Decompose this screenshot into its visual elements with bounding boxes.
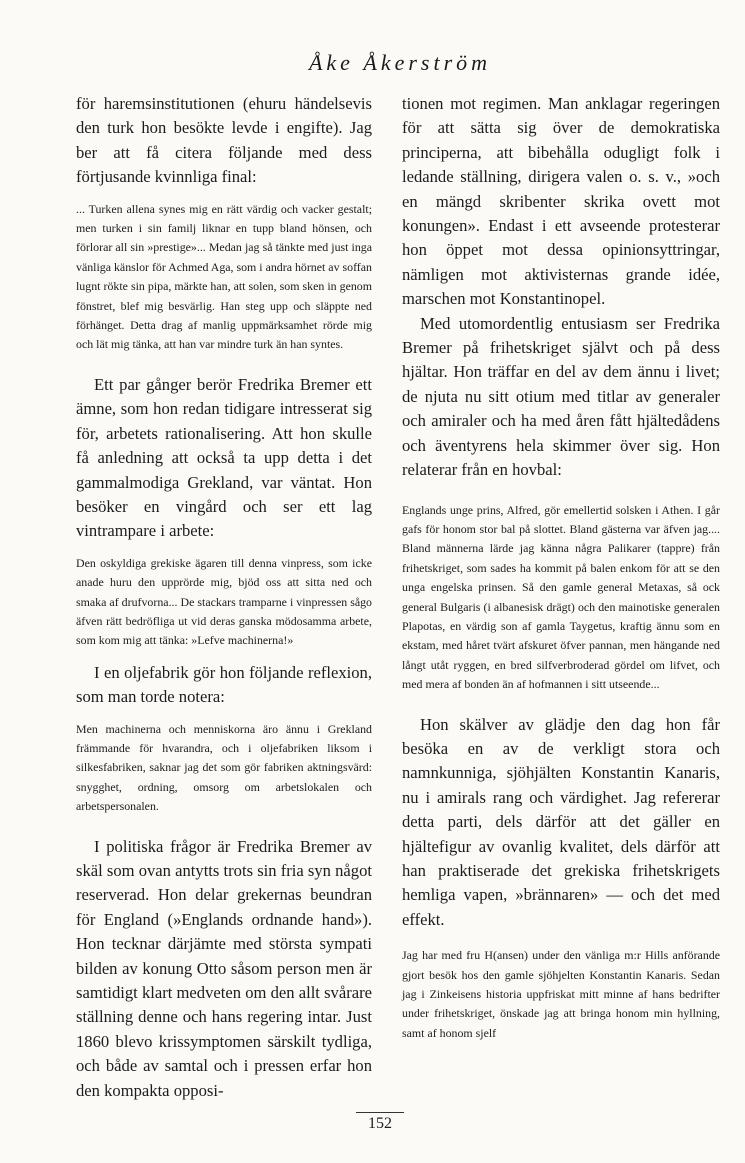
paragraph: för haremsinstitutionen (ehuru händelsevis den turk hon besökte levde i engifte). Jag ber att få citera följande med dess förtjusande kvinnliga final: (76, 94, 372, 187)
paragraph: Med utomordentlig entusiasm ser Fredrika Bremer på frihetskriget självt och på dess hjältar. Hon träffar en del av dem ännu i livet; de njuta nu sitt otium med titlar av generaler och amiraler och ha med åren fått hjältedådens och äventyrens hela skimmer över sig. Hon relaterar från en hovbal: (402, 313, 720, 480)
running-header: Åke Åkerström (308, 50, 492, 75)
paragraph: Hon skälver av glädje den dag hon får besöka en av de verkligt stora och namnkunniga, sjöhjälten Konstantin Kanaris, nu i amirals rang och värdighet. Jag refererar detta parti, dels därför att det gäller en hjältefigur av ovanlig kvalitet, dels därför att han praktiserade det grekiska frihetskrigets hemliga vapen, »brännaren» — och det med effekt. (402, 714, 720, 929)
paragraph: tionen mot regimen. Man anklagar regeringen för att sätta sig över de demokratiska principerna, att bibehålla odugligt folk i ledande ställning, dirigera valen o. s. v., »och en mängd skribenter skrika ovett mot konungen». Endast i ett avseende protesterar hon öppet mot dessa opinionsyttringar, nämligen mot aktivisternas grande idée, marschen mot Konstantinopel. (402, 94, 720, 309)
right-column (402, 92, 720, 1043)
block-quote: Den oskyldiga grekiske ägaren till denna vinpress, som icke anade huru den upprörde mig, bjöd oss att sitta ned och smaka af drufvorna... De stackars tramparne i vinpressen sågo äfven rätt bedröfliga ut vid deras ganska mödosamma arbete, som kom mig att tänka: »Lefve machinerna!» (76, 555, 372, 648)
block-quote: Men machinerna och menniskorna äro ännu i Grekland främmande för hvarandra, och i oljefabriken liksom i silkesfabriken, saknar jag det som gör fabriken aktningsvärd: snygghet, ordning, omsorg om arbetslokalen och arbetspersonalen. (76, 721, 372, 814)
left-column (76, 92, 372, 1103)
page-number: 152 (356, 1112, 404, 1133)
paragraph: Ett par gånger berör Fredrika Bremer ett ämne, som hon redan tidigare intresserat sig för, arbetets rationalisering. Att hon skulle få anledning att också ta upp detta i det gammalmodiga Grekland, var väntat. Hon besöker en vingård och ser ett lag vintrampare i arbete: (76, 374, 372, 541)
paragraph: I en oljefabrik gör hon följande reflexion, som man torde notera: (76, 662, 372, 707)
block-quote: Englands unge prins, Alfred, gör emellertid solsken i Athen. I går gafs för honom stor bal på slottet. Bland gästerna var äfven jag.... Bland männerna lärde jag känna några Palikarer (tappre) från frihetskriget, som sades ha kommit på balen enkom för att se den unga engelska prinsen. Så den gamle general Metaxas, så ock general Bulgaris (i albanesisk drägt) och den mainotiske generalen Plapotas, en värdig son af gamla Taygetus, kraftig ännu som en ekstam, med håret tvärt afskuret öfver pannan, men hängande ned långt utåt ryggen, en bred silfverbroderad gördel om lifvet, och med mera af bonden än af hofmannen i sitt utseende... (402, 502, 720, 692)
block-quote: Jag har med fru H(ansen) under den vänliga m:r Hills anförande gjort besök hos den gamle sjöhjelten Konstantin Kanaris. Sedan jag i Zinkeisens historia uppfriskat mitt minne af hans bedrifter under frihetskriget, önskade jag att bringa honom min hyllning, samt af honom sjelf (402, 948, 720, 1040)
block-quote: ... Turken allena synes mig en rätt värdig och vacker gestalt; men turken i sin familj liknar en tupp bland hönsen, och förlorar all sin »prestige»... Medan jag så tänkte med just inga vänliga känslor för Achmed Aga, som i andra hörnet av soffan lugnt rökte sin pipa, märkte han, att solen, som sken in genom fönstret, blef mig besvärlig. Han steg upp och släppte ned förhänget. Detta drag af manlig uppmärksamhet rörde mig och lät mig tänka, att han var mindre turk än han syntes. (76, 201, 372, 352)
paragraph: I politiska frågor är Fredrika Bremer av skäl som ovan antytts trots sin fria syn något reserverad. Hon delar grekernas beundran för England (»Englands ordnande hand»). Hon tecknar därjämte med största sympati bilden av konung Otto såsom person men är samtidigt klart medveten om den allt svårare ställning denne och hans regering intar. Just 1860 blevo krissymptomen särskilt tydliga, och både av samtal och i pressen erfar hon den kompakta opposi- (76, 836, 372, 1100)
